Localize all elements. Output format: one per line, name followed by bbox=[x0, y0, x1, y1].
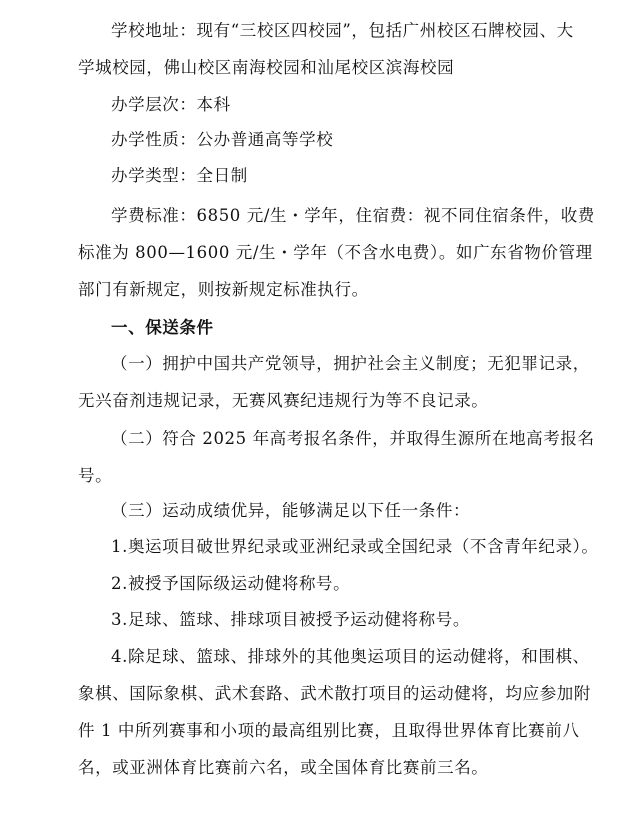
condition-3-paragraph bbox=[78, 492, 578, 529]
level-paragraph bbox=[78, 86, 578, 123]
nature-line: 办学性质：公办普通高等学校 bbox=[111, 130, 334, 149]
address-line-1: 学校地址：现有“三校区四校园”，包括广州校区石牌校园、大 bbox=[111, 21, 574, 40]
type-line: 办学类型：全日制 bbox=[111, 166, 248, 185]
fee-paragraph bbox=[78, 197, 595, 308]
fee-line-3: 部门有新规定，则按新规定标准执行。 bbox=[78, 280, 369, 299]
item-2-paragraph bbox=[78, 565, 578, 602]
item-4-line-2: 象棋、国际象棋、武术套路、武术散打项目的运动健将，均应参加附 bbox=[78, 684, 591, 703]
item-1-paragraph bbox=[78, 528, 599, 565]
condition-1-line-2: 无兴奋剂违规记录，无赛风赛纪违规行为等不良记录。 bbox=[78, 391, 489, 410]
item-3-paragraph bbox=[78, 601, 578, 638]
fee-line-2: 标准为 800—1600 元/生・学年（不含水电费）。如广东省物价管理 bbox=[78, 243, 593, 262]
condition-2-line-2: 号。 bbox=[78, 466, 113, 485]
section-heading-paragraph bbox=[78, 309, 578, 346]
condition-1-paragraph bbox=[78, 345, 590, 419]
type-paragraph bbox=[78, 157, 578, 194]
item-2-line: 2.被授予国际级运动健将称号。 bbox=[111, 574, 351, 593]
item-4-line-1: 4.除足球、篮球、排球外的其他奥运项目的运动健将，和围棋、 bbox=[111, 647, 590, 666]
item-3-line: 3.足球、篮球、排球项目被授予运动健将称号。 bbox=[111, 610, 470, 629]
condition-3-line: （三）运动成绩优异，能够满足以下任一条件： bbox=[111, 501, 471, 520]
nature-paragraph bbox=[78, 121, 578, 158]
condition-2-paragraph bbox=[78, 420, 595, 494]
condition-1-line-1: （一）拥护中国共产党领导，拥护社会主义制度；无犯罪记录， bbox=[111, 354, 590, 373]
address-line-2: 学城校园，佛山校区南海校园和汕尾校区滨海校园 bbox=[78, 58, 455, 77]
item-4-line-4: 名，或亚洲体育比赛前六名，或全国体育比赛前三名。 bbox=[78, 758, 489, 777]
item-4-paragraph bbox=[78, 638, 591, 786]
address-paragraph bbox=[78, 12, 578, 86]
section-heading: 一、保送条件 bbox=[111, 318, 214, 337]
fee-line-1: 学费标准：6850 元/生・学年，住宿费：视不同住宿条件，收费 bbox=[111, 206, 595, 225]
item-1-line: 1.奥运项目破世界纪录或亚洲纪录或全国纪录（不含青年纪录）。 bbox=[111, 537, 599, 556]
item-4-line-3: 件 1 中所列赛事和小项的最高组别比赛，且取得世界体育比赛前八 bbox=[78, 721, 580, 740]
level-line: 办学层次：本科 bbox=[111, 95, 231, 114]
condition-2-line-1: （二）符合 2025 年高考报名条件，并取得生源所在地高考报名 bbox=[111, 429, 595, 448]
